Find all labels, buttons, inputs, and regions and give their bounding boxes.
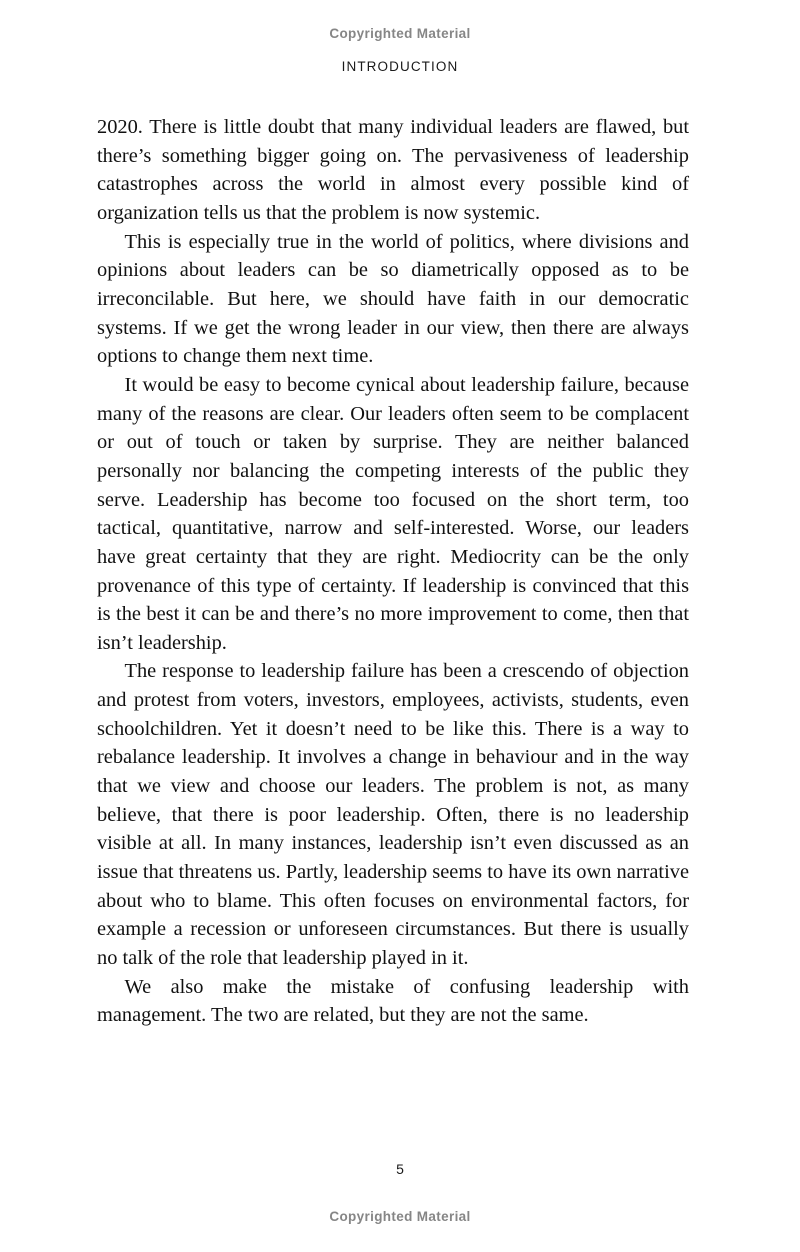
top-copyright-watermark: Copyrighted Material — [329, 26, 471, 41]
page-number: 5 — [396, 1161, 404, 1177]
paragraph-2: This is especially true in the world of politics, where divisions and opinions about leaders can be so diametrically opposed as to be irreconcilable. But here, we should have faith in our democratic systems. If we get the wrong leader in our view, then there are always options to change them next time. — [97, 230, 689, 368]
chapter-running-head: INTRODUCTION — [341, 59, 459, 74]
paragraph-4: The response to leadership failure has been a crescendo of objection and protest from voters, investors, employees, activists, students, even schoolchildren. Yet it doesn’t need to be like this. There is a way to rebalance leadership. It involves a change in behaviour and in the way that we view and choose our leaders. The problem is not, as many believe, that there is poor leadership. Often, there is no leadership visible at all. In many instances, leadership isn’t even discussed as an issue that threatens us. Partly, leadership seems to have its own narrative about who to blame. This often focuses on environmental factors, for example a recession or unforeseen circumstances. But there is usually no talk of the role that leadership played in it. — [97, 660, 689, 970]
paragraph-3: It would be easy to become cynical about leadership failure, because many of the reasons are clear. Our leaders often seem to be complacent or out of touch or taken by surprise. They are neither balanced personally nor balancing the competing interests of the public they serve. Leadership has become too focused on the short term, too tactical, quantitative, narrow and self-interested. Worse, our leaders have great certainty that they are right. Mediocrity can be the only provenance of this type of certainty. If leadership is convinced that this is the best it can be and there’s no more improvement to come, then that isn’t leadership. — [97, 373, 689, 654]
paragraph-1: 2020. There is little doubt that many individual leaders are flawed, but there’s something bigger going on. The pervasiveness of leadership catastrophes across the world in almost every possible kind of organization tells us that the problem is now systemic. — [97, 116, 689, 224]
paragraph-5: We also make the mistake of confusing leadership with management. The two are related, but they are not the same. — [97, 975, 689, 1027]
bottom-copyright-watermark: Copyrighted Material — [329, 1209, 471, 1224]
body-text-block — [97, 113, 689, 1030]
